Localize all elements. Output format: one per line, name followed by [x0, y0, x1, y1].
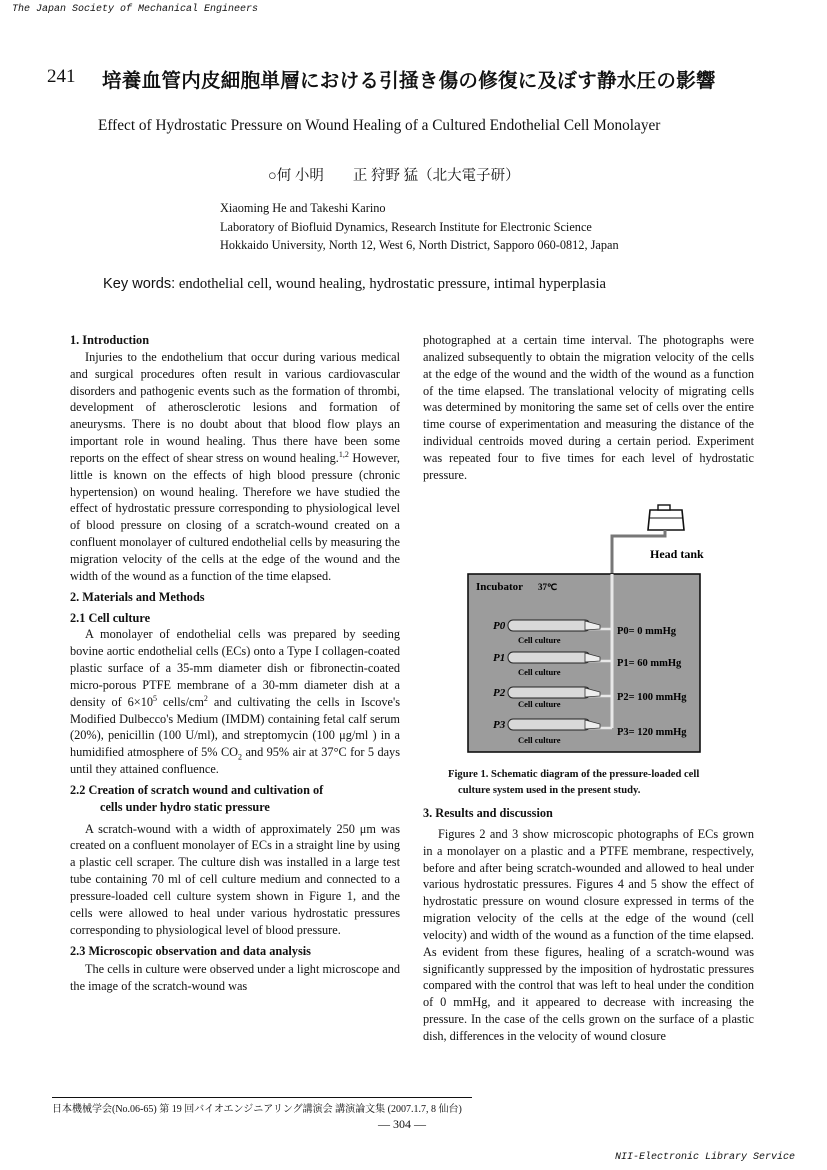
methods-continued-paragraph: photographed at a certain time interval. The photographs were analized subsequently to obtain the migration velocity of the cells at the edge of the wound and the width of the wound as a function of the time elapsed. The translational velocity of migrating cells was determined by monitoring the same set of cells over the entire time course of experimentation and measuring the distance of the individual centroids moved during a certain period. Experiment was repeated four to five times for each level of hydrostatic pressure.: [423, 333, 754, 482]
right-column-bottom: [423, 805, 754, 1045]
footer-conference: 日本機械学会(No.06-65) 第 19 回バイオエンジニアリング講演会 講演論文集 (2007.1.7, 8 仙台): [52, 1104, 462, 1115]
cell-culture-paragraph: A monolayer of endothelial cells was prepared by seeding bovine aortic endothelial cells (ECs) onto a Type I collagen-coated plastic surface of a 35-mm diameter dish or fibronectin-coated micro-porous PTFE membrane of a 30-mm diameter dish at a density of $6\times 10^5$ cells/$cm^2$ and cultivating the cells in Iscove's Modified Dulbecco's Medium (IMDM) containing fetal calf serum (20%), penicillin (100 U/ml), and streptomycin (100 μg/ml ) in a humidified atmosphere of 5% $CO_2$ and 95% air at 37°C for 5 days until they attained confluence.: [70, 627, 400, 777]
figure-1-caption: [448, 767, 699, 799]
temperature-label: 37℃: [538, 582, 558, 592]
section-2-3-heading: 2.3 Microscopic observation and data analysis: [70, 943, 311, 958]
authors-english: Xiaoming He and Takeshi Karino: [220, 201, 386, 215]
section-2-heading: 2. Materials and Methods: [70, 589, 205, 604]
footer-rule: [52, 1097, 472, 1098]
cell-culture-label-1: Cell culture: [518, 667, 561, 677]
paper-number: 241: [47, 66, 76, 87]
pressure-label-2: P2= 100 mmHg: [617, 692, 687, 703]
incubator-label: Incubator: [476, 581, 524, 593]
p0-label: P0: [493, 620, 506, 632]
affiliation-line-1: Laboratory of Biofluid Dynamics, Research Institute for Electronic Science: [220, 219, 592, 234]
pressure-label-0: P0= 0 mmHg: [617, 626, 677, 637]
authors-japanese: ○何 小明 正 狩野 猛（北大電子研）: [268, 168, 520, 184]
cell-culture-label-2: Cell culture: [518, 699, 561, 709]
pressure-label-1: P1= 60 mmHg: [617, 658, 682, 669]
keywords-line: [103, 276, 606, 293]
figure-caption-line-1: Figure 1. Schematic diagram of the pressure-loaded cell: [448, 769, 700, 780]
keywords-label: Key words:: [103, 276, 176, 292]
head-tank-label: Head tank: [650, 547, 704, 561]
title-japanese: 培養血管内皮細胞単層における引掻き傷の修復に及ぼす静水圧の影響: [102, 71, 716, 92]
title-english: Effect of Hydrostatic Pressure on Wound Healing of a Cultured Endothelial Cell Monolayer: [98, 117, 661, 134]
pressure-label-3: P3= 120 mmHg: [617, 727, 687, 738]
cell-culture-label-0: Cell culture: [518, 635, 561, 645]
author-block: [220, 199, 619, 255]
section-2-2-heading-line-1: 2.2 Creation of scratch wound and cultivation of: [70, 782, 324, 797]
cell-culture-label-3: Cell culture: [518, 735, 561, 745]
page-number: — 304 —: [378, 1117, 426, 1131]
figure-caption-line-2: culture system used in the present study.: [458, 785, 641, 796]
p1-label: P1: [493, 652, 506, 664]
p2-label: P2: [493, 687, 506, 699]
figure-1-diagram: [460, 500, 720, 758]
left-column: [70, 332, 400, 995]
society-header: The Japan Society of Mechanical Engineers: [12, 4, 259, 15]
head-tank-icon: [648, 505, 684, 530]
section-2-1-heading: 2.1 Cell culture: [70, 610, 151, 625]
affiliation-line-2: Hokkaido University, North 12, West 6, North District, Sapporo 060-0812, Japan: [220, 238, 619, 252]
library-service-footer: NII-Electronic Library Service: [615, 1152, 796, 1163]
p3-label: P3: [493, 719, 506, 731]
microscopic-paragraph: The cells in culture were observed under a light microscope and the image of the scratch-wound was: [70, 962, 400, 994]
section-1-heading: 1. Introduction: [70, 333, 150, 347]
right-column-top: [423, 332, 754, 484]
results-paragraph: Figures 2 and 3 show microscopic photographs of ECs grown in a monolayer on a plastic and a PTFE membrane, respectively, before and after being scratch-wounded and allowed to heal under various hydrostatic pressures. Figures 4 and 5 show the effect of hydrostatic pressure on wound closure expressed in terms of the migration velocity of the cells at the edge of the wound (cell velocity) and width of the wound as a function of the time elapsed. As evident from these figures, healing of a scratch-wound was significantly suppressed by the imposition of hydrostatic pressures compared with the control that was left to heal under the condition of 0 mmHg, and it appeared to decrease with increasing the pressure. In the case of the cells grown on the surface of a plastic dish, differences in the velocity of wound closure: [423, 826, 754, 1043]
intro-paragraph: Injuries to the endothelium that occur during various medical and surgical procedures often result in various cardiovascular disorders and pathogenic events such as the formation of thrombi, development of atherosclerotic lesions and formation of aneurysms. There is no doubt about that blood flow plays an important role in wound healing. Thus there have been some reports on the effect of shear stress on wound healing.$^{1,2}$ However, little is known on the effects of high blood pressure (chronic hypertension) on wound healing. Therefore we have studied the effect of hydrostatic pressure corresponding to physiological level of blood pressure on closing of a scratch-wound created on a confluent monolayer of cultured endothelial cells by measuring the migration velocity of the cells at the edge of the wound and the width of the wound as a function of the time elapsed.: [70, 349, 400, 583]
section-3-heading: 3. Results and discussion: [423, 806, 553, 820]
scratch-wound-paragraph: A scratch-wound with a width of approximately 250 μm was created on a confluent monolayer of ECs in a straight line by using a plastic cell scraper. The culture dish was installed in a large test tube containing 70 ml of cell culture medium and connected to a pressure-loaded cell culture system shown in Figure 1, and the cells were allowed to heal under various hydrostatic pressures corresponding to physiological level of blood pressure.: [70, 821, 400, 937]
section-2-2-heading-line-2: cells under hydro static pressure: [100, 799, 270, 814]
keywords-list: endothelial cell, wound healing, hydrostatic pressure, intimal hyperplasia: [178, 276, 606, 292]
